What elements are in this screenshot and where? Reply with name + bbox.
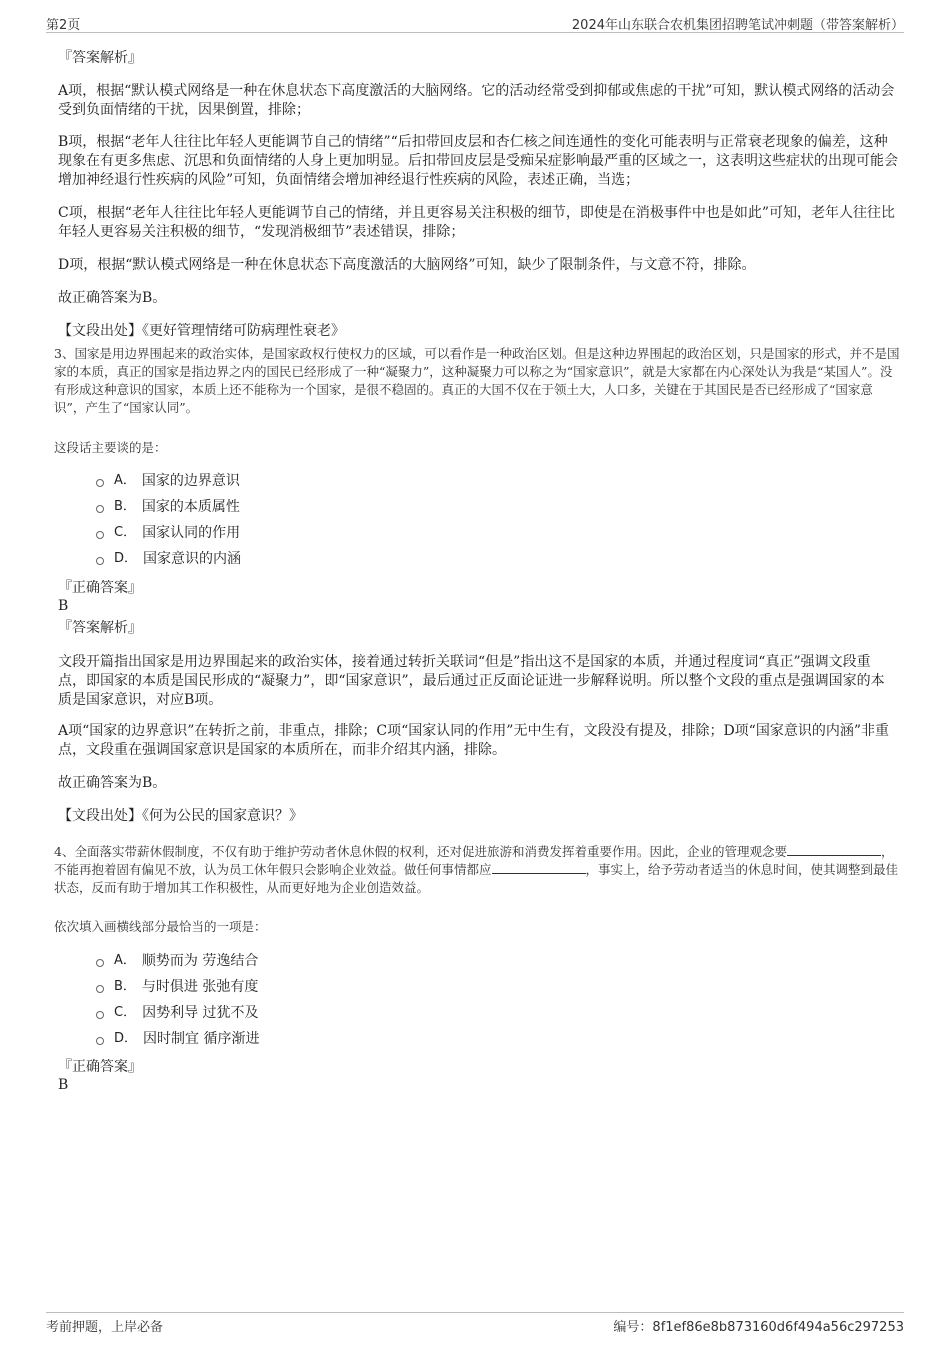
document-id: 编号：8f1ef86e8b873160d6f494a56c297253 — [613, 1320, 904, 1335]
q3-analysis-2: A项“国家的边界意识”在转折之前，非重点，排除；C项“国家认同的作用”无中生有，文段没有提及，排除；D项“国家意识的内涵”非重点，文段重在强调国家意识是国家的本质所在，而非介绍其内涵，排除。 — [58, 723, 889, 758]
q4-question: 依次填入画横线部分最恰当的一项是： — [54, 919, 267, 934]
q2-conclusion: 故正确答案为B。 — [58, 290, 167, 306]
page-footer — [46, 1312, 904, 1336]
q4-option-a[interactable]: A． 顺势而为 劳逸结合 — [96, 951, 258, 971]
radio-icon[interactable] — [96, 1011, 104, 1019]
fill-blank-2 — [492, 861, 586, 874]
radio-icon[interactable] — [96, 1037, 104, 1045]
footer-slogan: 考前押题，上岸必备 — [46, 1320, 164, 1335]
q4-answer-label: 『正确答案』 — [58, 1059, 142, 1075]
q3-option-d[interactable]: D． 国家意识的内涵 — [96, 549, 241, 569]
document-title: 2024年山东联合农机集团招聘笔试冲刺题（带答案解析） — [571, 18, 904, 33]
radio-icon[interactable] — [96, 505, 104, 513]
page-number: 第2页 — [46, 18, 81, 33]
q4-option-d[interactable]: D． 因时制宜 循序渐进 — [96, 1029, 259, 1049]
q3-analysis-label: 『答案解析』 — [58, 620, 142, 636]
q3-answer: B — [58, 598, 69, 614]
q3-analysis-1: 文段开篇指出国家是用边界围起来的政治实体，接着通过转折关联词“但是”指出这不是国家的本质，并通过程度词“真正”强调文段重点，即国家的本质是国民形成的“凝聚力”，即“国家意识”，最后通过正反面论证进一步解释说明。所以整个文段的重点是强调国家的本质是国家意识，对应B项。 — [58, 654, 885, 708]
radio-icon[interactable] — [96, 557, 104, 565]
q3-stem: 3、国家是用边界围起来的政治实体，是国家政权行使权力的区域，可以看作是一种政治区划。但是这种边界围起的政治区划，只是国家的形式，并不是国家的本质，真正的国家是指边界之内的国民已经形成了一种“凝聚力”，这种凝聚力可以称之为“国家意识”，就是大家都在内心深处认为我是“某国人”。没有形成这种意识的国家，本质上还不能称为一个国家，是很不稳固的。真正的大国不仅在于领土大，人口多，关键在于其国民是否已经形成了“国家意识”，产生了“国家认同”。 — [54, 346, 900, 415]
radio-icon[interactable] — [96, 985, 104, 993]
q3-source: 【文段出处】《何为公民的国家意识？》 — [58, 808, 303, 824]
q4-stem: 4、全面落实带薪休假制度，不仅有助于维护劳动者休息休假的权利，还对促进旅游和消费发挥着重要作用。因此，企业的管理观念要 ，不能再抱着固有偏见不放，认为员工休年假只会影响企业效益。做任何事情都应 ，事实上，给予劳动者适当的休息时间，使其调整到最佳状态，反而有助于增加其工作积极性，从而更好地为企业创造效益。 — [54, 844, 899, 895]
q3-conclusion: 故正确答案为B。 — [58, 775, 167, 791]
q2-analysis-b: B项，根据“老年人往往比年轻人更能调节自己的情绪”“后扣带回皮层和杏仁核之间连通性的变化可能表明与正常衰老现象的偏差，这种现象在有更多焦虑、沉思和负面情绪的人身上更加明显。后扣带回皮层是受痴呆症影响最严重的区域之一，这表明这些症状的出现可能会增加神经退行性疾病的风险”可知，负面情绪会增加神经退行性疾病的风险，表述正确，当选； — [58, 134, 898, 188]
q3-answer-label: 『正确答案』 — [58, 580, 142, 596]
q2-analysis-a: A项，根据“默认模式网络是一种在休息状态下高度激活的大脑网络。它的活动经常受到抑郁或焦虑的干扰”可知，默认模式网络的活动会受到负面情绪的干扰，因果倒置，排除； — [58, 83, 895, 118]
q2-analysis-c: C项，根据“老年人往往比年轻人更能调节自己的情绪，并且更容易关注积极的细节，即使是在消极事件中也是如此”可知，老年人往往比年轻人更容易关注积极的细节，“发现消极细节”表述错误，排除； — [58, 205, 896, 240]
q2-analysis-label: 『答案解析』 — [58, 50, 142, 66]
q3-option-b[interactable]: B． 国家的本质属性 — [96, 497, 240, 517]
q2-analysis-d: D项，根据“默认模式网络是一种在休息状态下高度激活的大脑网络”可知，缺少了限制条件，与文意不符，排除。 — [58, 257, 756, 273]
q3-option-a[interactable]: A． 国家的边界意识 — [96, 471, 240, 491]
q4-option-c[interactable]: C． 因势利导 过犹不及 — [96, 1003, 259, 1023]
radio-icon[interactable] — [96, 531, 104, 539]
page-header — [46, 14, 904, 33]
q3-question: 这段话主要谈的是： — [54, 440, 167, 455]
radio-icon[interactable] — [96, 479, 104, 487]
q3-option-c[interactable]: C． 国家认同的作用 — [96, 523, 240, 543]
fill-blank-1 — [787, 843, 881, 856]
q4-answer: B — [58, 1077, 69, 1093]
q2-source: 【文段出处】《更好管理情绪可防病理性衰老》 — [58, 323, 345, 339]
radio-icon[interactable] — [96, 959, 104, 967]
q4-option-b[interactable]: B． 与时俱进 张弛有度 — [96, 977, 258, 997]
